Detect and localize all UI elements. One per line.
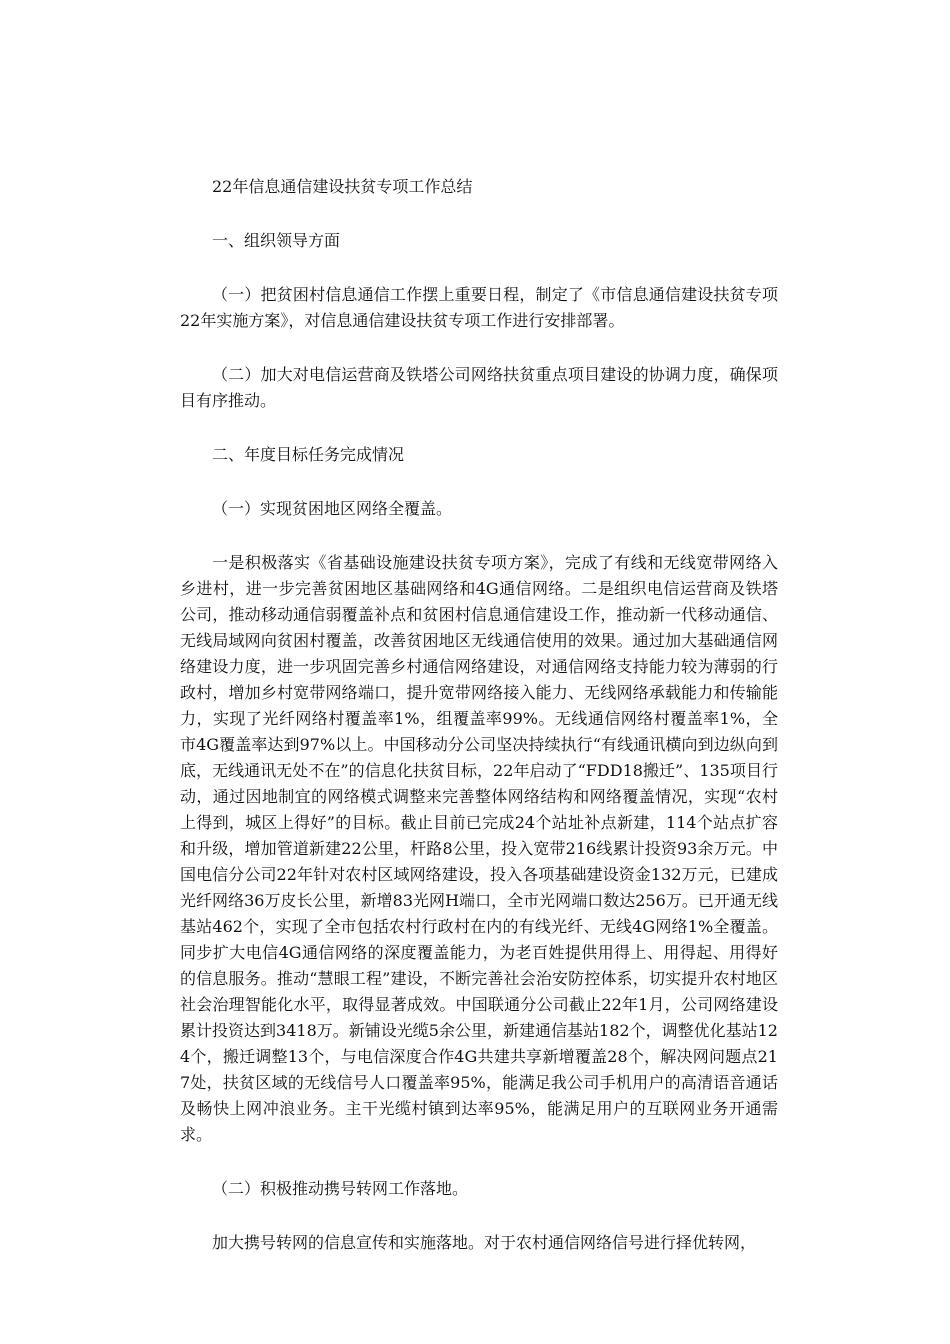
- paragraph-1-1: （一）把贫困村信息通信工作摆上重要日程，制定了《市信息通信建设扶贫专项22年实施方案》，对信息通信建设扶贫专项工作进行安排部署。: [180, 285, 778, 330]
- document-body: [180, 174, 778, 1256]
- section-heading-2: 二、年度目标任务完成情况: [212, 445, 405, 464]
- section-heading-1: 一、组织领导方面: [212, 231, 341, 250]
- document-title: 22年信息通信建设扶贫专项工作总结: [212, 177, 473, 196]
- paragraph-2-2: 加大携号转网的信息宣传和实施落地。对于农村通信网络信号进行择优转网，: [212, 1233, 757, 1252]
- subsection-heading-2-1: （一）实现贫困地区网络全覆盖。: [212, 499, 453, 518]
- paragraph-1-2: （二）加大对电信运营商及铁塔公司网络扶贫重点项目建设的协调力度，确保项目有序推动。: [180, 365, 778, 410]
- subsection-heading-2-2: （二）积极推动携号转网工作落地。: [212, 1179, 469, 1198]
- paragraph-2-1: 一是积极落实《省基础设施建设扶贫专项方案》，完成了有线和无线宽带网络入乡进村，进一步完善贫困地区基础网络和4G通信网络。二是组织电信运营商及铁塔公司，推动移动通信弱覆盖补点和贫困村信息通信建设工作，推动新一代移动通信、无线局域网向贫困村覆盖，改善贫困地区无线通信使用的效果。通过加大基础通信网络建设力度，进一步巩固完善乡村通信网络建设，对通信网络支持能力较为薄弱的行政村，增加乡村宽带网络端口，提升宽带网络接入能力、无线网络承载能力和传输能力，实现了光纤网络村覆盖率1%，组覆盖率99%。无线通信网络村覆盖率1%，全市4G覆盖率达到97%以上。中国移动分公司坚决持续执行“有线通讯横向到边纵向到底，无线通讯无处不在”的信息化扶贫目标，22年启动了“FDD18搬迁”、135项目行动，通过因地制宜的网络模式调整来完善整体网络结构和网络覆盖情况，实现“农村上得到，城区上得好”的目标。截止目前已完成24个站址补点新建，114个站点扩容和升级，增加管道新建22公里，杆路8公里，投入宽带216线累计投资93余万元。中国电信分公司22年针对农村区域网络建设，投入各项基础建设资金132万元，已建成光纤网络36万皮长公里，新增83光网H端口，全市光网端口数达256万。已开通无线基站462个，实现了全市包括农村行政村在内的有线光纤、无线4G网络1%全覆盖。同步扩大电信4G通信网络的深度覆盖能力，为老百姓提供用得上、用得起、用得好的信息服务。推动“慧眼工程”建设，不断完善社会治安防控体系，切实提升农村地区社会治理智能化水平，取得显著成效。中国联通分公司截止22年1月，公司网络建设累计投资达到3418万。新铺设光缆5余公里，新建通信基站182个，调整优化基站124个，搬迁调整13个，与电信深度合作4G共建共享新增覆盖28个，解决网问题点217处，扶贫区域的无线信号人口覆盖率95%，能满足我公司手机用户的高清语音通话及畅快上网冲浪业务。主干光缆村镇到达率95%，能满足用户的互联网业务开通需求。: [180, 553, 778, 1144]
